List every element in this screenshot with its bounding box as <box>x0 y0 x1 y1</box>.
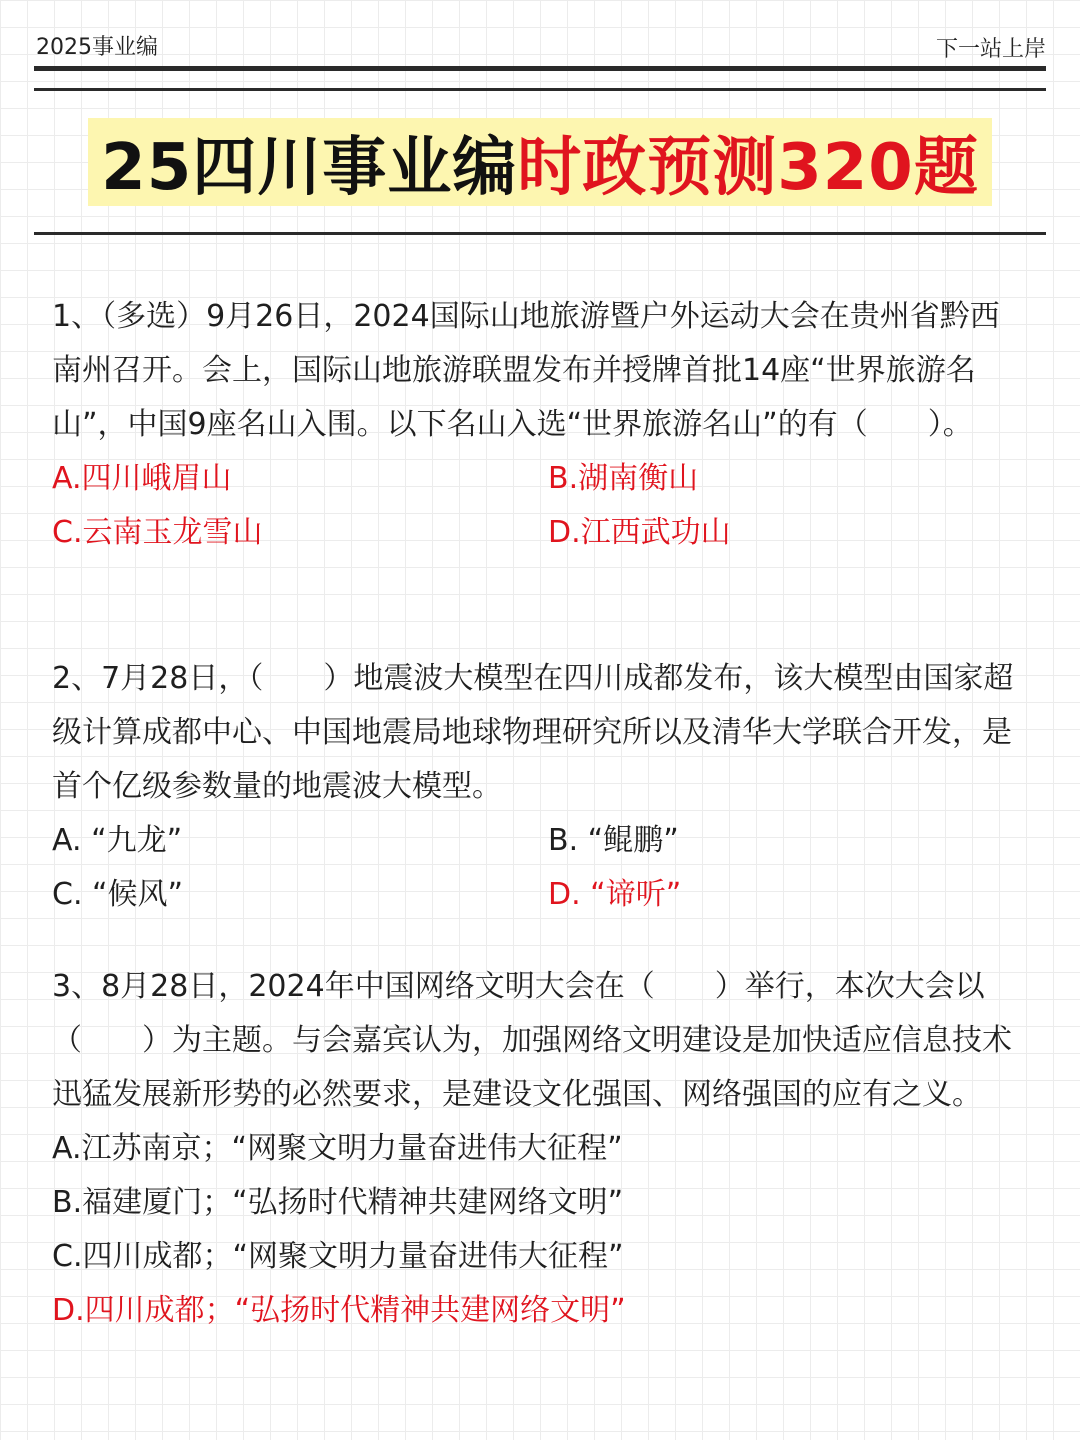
question-1-option-c[interactable]: C.云南玉龙雪山 <box>52 515 263 550</box>
title-divider <box>34 232 1046 235</box>
question-1 <box>52 290 1027 560</box>
question-3-option-c[interactable]: C.四川成都；“网聚文明力量奋进伟大征程” <box>52 1239 624 1274</box>
question-2-option-a[interactable]: A. “九龙” <box>52 823 183 858</box>
page-title <box>88 118 992 206</box>
question-1-option-b[interactable]: B.湖南衡山 <box>548 461 699 496</box>
question-2 <box>52 652 1027 922</box>
question-1-options <box>52 452 1027 560</box>
question-3-option-a[interactable]: A.江苏南京；“网聚文明力量奋进伟大征程” <box>52 1131 623 1166</box>
title-red-part: 时政预测320题 <box>517 131 979 205</box>
question-1-option-d[interactable]: D.江西武功山 <box>548 515 731 550</box>
question-2-text: 2、7月28日，（ ）地震波大模型在四川成都发布，该大模型由国家超级计算成都中心、中国地震局地球物理研究所以及清华大学联合开发，是首个亿级参数量的地震波大模型。 <box>52 661 1014 804</box>
question-2-option-c[interactable]: C. “候风” <box>52 877 184 912</box>
question-3-option-d[interactable]: D.四川成都；“弘扬时代精神共建网络文明” <box>52 1293 626 1328</box>
question-2-options <box>52 814 1027 922</box>
question-3 <box>52 960 1027 1338</box>
title-black-part: 25四川事业编 <box>101 131 518 205</box>
question-3-options <box>52 1122 1027 1338</box>
top-divider-thin <box>34 88 1046 91</box>
question-2-option-b[interactable]: B. “鲲鹏” <box>548 823 679 858</box>
header-right-label: 下一站上岸 <box>935 37 1046 62</box>
question-3-option-b[interactable]: B.福建厦门；“弘扬时代精神共建网络文明” <box>52 1185 624 1220</box>
question-2-option-d[interactable]: D. “谛听” <box>548 877 682 912</box>
question-1-option-a[interactable]: A.四川峨眉山 <box>52 461 232 496</box>
header-left-label: 2025事业编 <box>36 35 158 60</box>
question-3-text: 3、8月28日，2024年中国网络文明大会在（ ）举行，本次大会以（ ）为主题。与会嘉宾认为，加强网络文明建设是加快适应信息技术迅猛发展新形势的必然要求，是建设文化强国、网络强国的应有之义。 <box>52 969 1012 1112</box>
question-1-text: 1、（多选）9月26日，2024国际山地旅游暨户外运动大会在贵州省黔西南州召开。会上，国际山地旅游联盟发布并授牌首批14座“世界旅游名山”，中国9座名山入围。以下名山入选“世界旅游名山”的有（ ）。 <box>52 299 1000 442</box>
top-divider-thick <box>34 66 1046 71</box>
